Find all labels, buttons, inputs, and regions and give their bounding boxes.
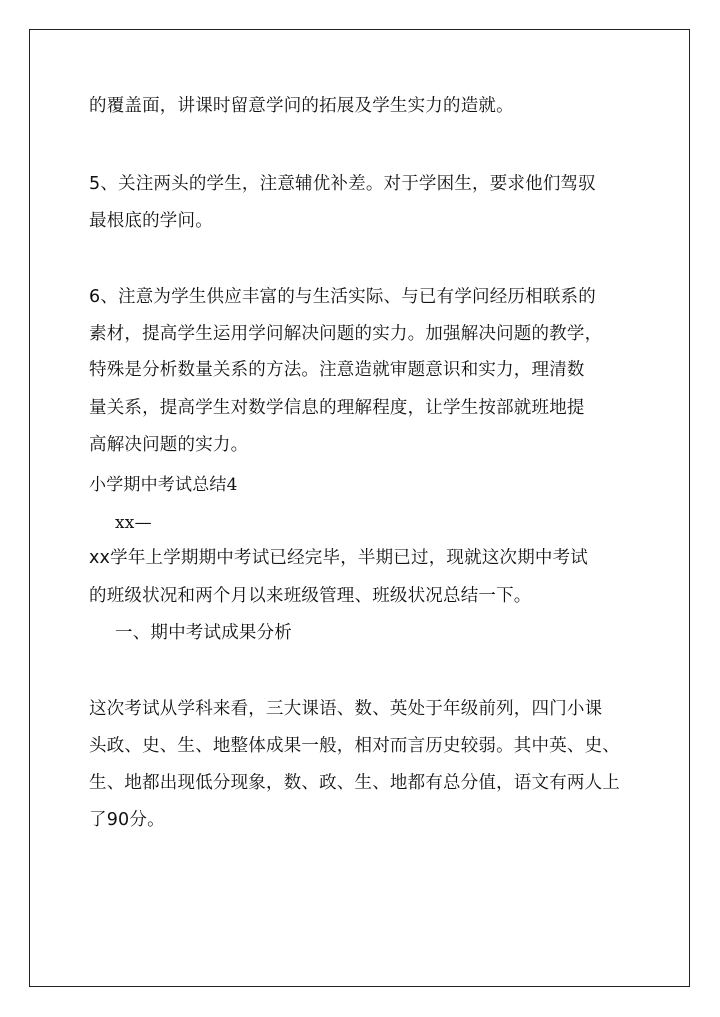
paragraph-line: 量关系，提高学生对数学信息的理解程度，让学生按部就班地提 xyxy=(89,398,585,418)
section-title: 小学期中考试总结4 xyxy=(89,475,238,495)
paragraph-line: 的班级状况和两个月以来班级管理、班级状况总结一下。 xyxy=(89,586,532,606)
paragraph-line: 6、注意为学生供应丰富的与生活实际、与已有学问经历相联系的 xyxy=(89,287,596,307)
paragraph-line: 的覆盖面，讲课时留意学问的拓展及学生实力的造就。 xyxy=(89,96,514,116)
paragraph-line: 这次考试从学科来看，三大课语、数、英处于年级前列，四门小课 xyxy=(89,699,603,719)
date-range: xx— xyxy=(115,513,152,533)
paragraph-line: xx学年上学期期中考试已经完毕，半期已过，现就这次期中考试 xyxy=(89,548,589,568)
paragraph-line: 5、关注两头的学生，注意辅优补差。对于学困生，要求他们驾驭 xyxy=(89,174,596,194)
paragraph-line: 生、地都出现低分现象，数、政、生、地都有总分值，语文有两人上 xyxy=(89,773,620,793)
paragraph-line: 素材，提高学生运用学问解决问题的实力。加强解决问题的教学， xyxy=(89,324,603,344)
subsection-heading: 一、期中考试成果分析 xyxy=(115,623,292,643)
paragraph-line: 高解决问题的实力。 xyxy=(89,435,249,455)
paragraph-line: 最根底的学问。 xyxy=(89,211,213,231)
paragraph-line: 头政、史、生、地整体成果一般，相对而言历史较弱。其中英、史、 xyxy=(89,736,620,756)
paragraph-line: 特殊是分析数量关系的方法。注意造就审题意识和实力，理清数 xyxy=(89,360,585,380)
paragraph-line: 了90分。 xyxy=(89,810,165,830)
